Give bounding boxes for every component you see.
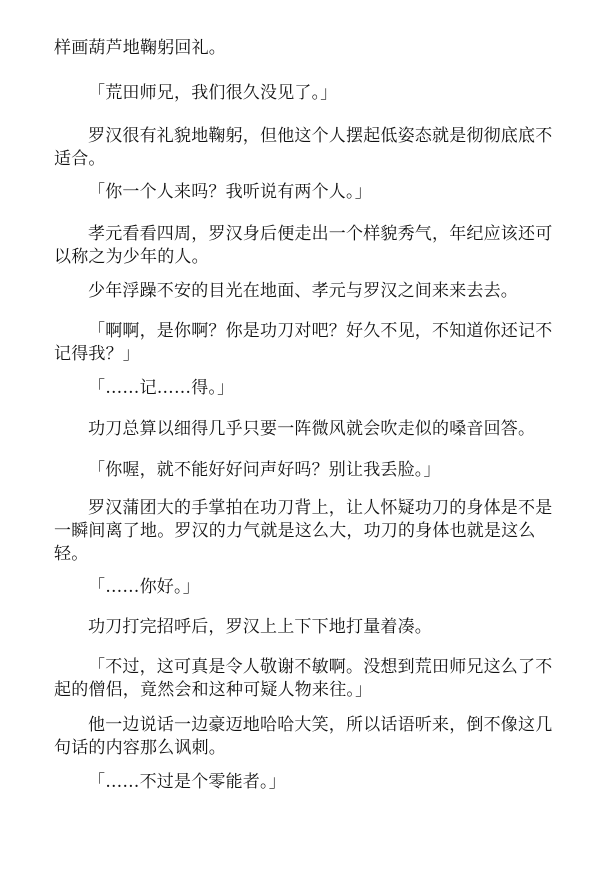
paragraph: 孝元看看四周，罗汉身后便走出一个样貌秀气，年纪应该还可以称之为少年的人。: [54, 224, 553, 267]
paragraph: 「你喔，就不能好好问声好吗？别让我丢脸。」: [88, 460, 441, 480]
paragraph: 罗汉蒲团大的手掌拍在功刀背上，让人怀疑功刀的身体是不是一瞬间离了地。罗汉的力气就是这么大，功刀的身体也就是这么轻。: [54, 498, 553, 564]
paragraph: 「你一个人来吗？我听说有两个人。」: [88, 182, 372, 202]
paragraph: 功刀打完招呼后，罗汉上上下下地打量着凑。: [88, 617, 432, 637]
paragraph: 「……你好。」: [88, 577, 200, 597]
paragraph: 「啊啊，是你啊？你是功刀对吧？好久不见，不知道你还记不记得我？」: [54, 321, 553, 364]
paragraph: 「……不过是个零能者。」: [88, 772, 286, 792]
paragraph: 「不过，这可真是令人敬谢不敏啊。没想到荒田师兄这么了不起的僧侣，竟然会和这种可疑人物来往。」: [54, 657, 553, 700]
paragraph: 「……记……得。」: [88, 378, 235, 398]
paragraph: 罗汉很有礼貌地鞠躬，但他这个人摆起低姿态就是彻彻底底不适合。: [54, 126, 553, 169]
paragraph: 功刀总算以细得几乎只要一阵微风就会吹走似的嗓音回答。: [88, 419, 536, 439]
paragraph: 他一边说话一边豪迈地哈哈大笑，所以话语听来，倒不像这几句话的内容那么讽刺。: [54, 715, 553, 758]
paragraph: 「荒田师兄，我们很久没见了。」: [88, 83, 338, 103]
paragraph: 少年浮躁不安的目光在地面、孝元与罗汉之间来来去去。: [88, 281, 518, 301]
paragraph-continuation: 样画葫芦地鞠躬回礼。: [54, 38, 226, 58]
